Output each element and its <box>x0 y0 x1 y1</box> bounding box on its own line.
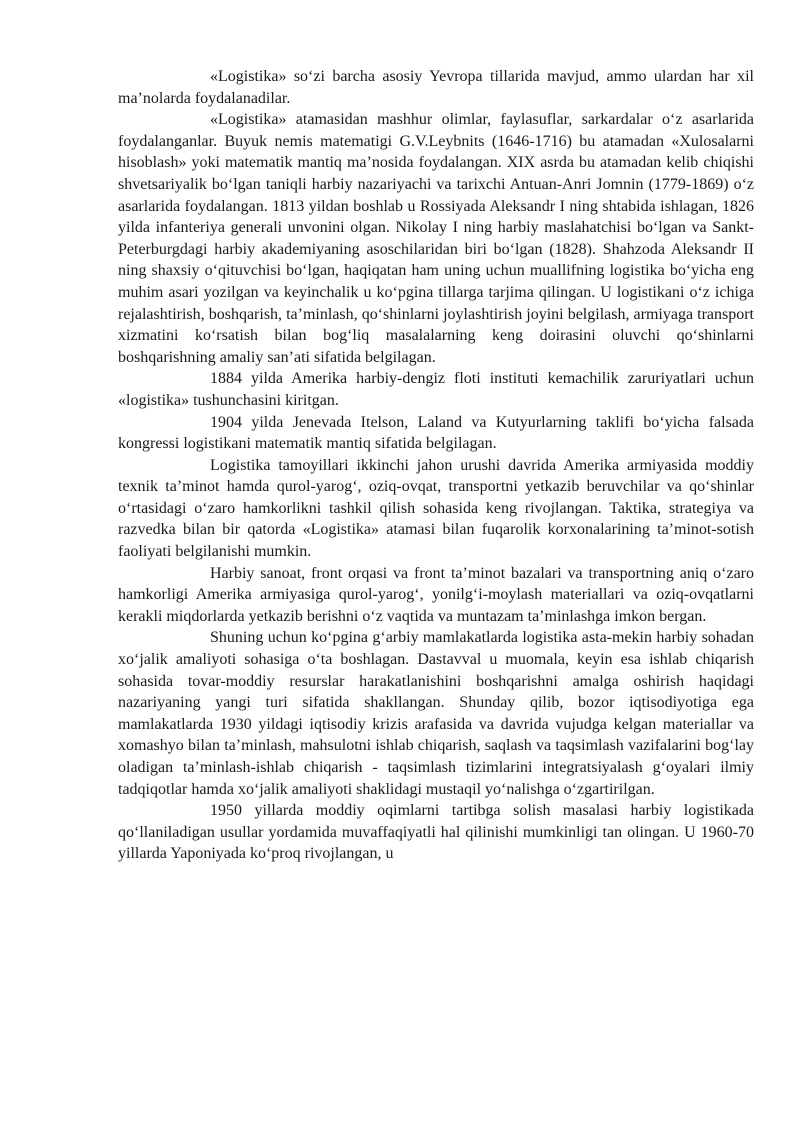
paragraph-1904: 1904 yilda Jenevada Itelson, Laland va Kutyurlarning taklifi bo‘yicha falsada kongressi logistikani matematik mantiq sifatida belgilagan. <box>118 413 754 453</box>
document-page <box>118 66 754 865</box>
paragraph-1950s: 1950 yillarda moddiy oqimlarni tartibga solish masalasi harbiy logistikada qo‘llaniladigan usullar yordamida muvaffaqiyatli hal qilinishi mumkinligi tan olingan. U 1960-70 yillarda Yaponiyada ko‘proq rivojlangan, u <box>118 802 754 863</box>
paragraph-ww2: Logistika tamoyillari ikkinchi jahon urushi davrida Amerika armiyasida moddiy texnik ta’minot hamda qurol-yarog‘, oziq-ovqat, transportni yetkazib beruvchilar va qo‘shinlar o‘rtasidagi o‘zaro hamkorlikni tashkil qilish sohasida keng rivojlangan. Taktika, strategiya va razvedka bilan bir qatorda «Logistika» atamasi bilan fuqarolik korxonalarining ta’minot-sotish faoliyati belgilanishi mumkin. <box>118 456 754 561</box>
paragraph-logistika-history: «Logistika» atamasidan mashhur olimlar, faylasuflar, sarkardalar o‘z asarlarida foydalanganlar. Buyuk nemis matematigi G.V.Leybnits (1646-1716) bu atamadan «Xulosalarni hisoblash» yoki matematik mantiq ma’nosida foydalangan. XIX asrda bu atamadan kelib chiqishi shvetsariyalik bo‘lgan taniqli harbiy nazariyachi va tarixchi Antuan-Anri Jomnin (1779-1869) o‘z asarlarida foydalangan. 1813 yildan boshlab u Rossiyada Aleksandr I ning shtabida ishlagan, 1826 yilda infanteriya generali unvonini olgan. Nikolay I ning harbiy maslahatchisi bo‘lgan va Sankt-Peterburgdagi harbiy akademiyaning asoschilaridan biri bo‘lgan (1828). Shahzoda Aleksandr II ning shaxsiy o‘qituvchisi bo‘lgan, haqiqatan ham uning uchun muallifning logistika bo‘yicha eng muhim asari yozilgan va keyinchalik u ko‘pgina tillarga tarjima qilingan. U logistikani o‘z ichiga rejalashtirish, boshqarish, ta’minlash, qo‘shinlarni joylashtirish joyini belgilash, armiyaga transport xizmatini ko‘rsatish bilan bog‘liq masalalarning keng doirasini oluvchi qo‘shinlarni boshqarishning amaliy san’ati sifatida belgilagan. <box>118 111 754 366</box>
paragraph-western-countries: Shuning uchun ko‘pgina g‘arbiy mamlakatlarda logistika asta-mekin harbiy sohadan xo‘jalik amaliyoti sohasiga o‘ta boshlagan. Dastavval u muomala, keyin esa ishlab chiqarish sohasida tovar-moddiy resurslar harakatlanishini boshqarishni amalga oshirish haqidagi nazariyaning yangi turi sifatida shakllangan. Shunday qilib, bozor iqtisodiyotiga ega mamlakatlarda 1930 yildagi iqtisodiy krizis arafasida va davrida vujudga kelgan materiallar va xomashyo bilan ta’minlash, mahsulotni ishlab chiqarish, saqlash va taqsimlash vazifalarini bog‘lay oladigan ta’minlash-ishlab chiqarish - taqsimlash tizimlarini integratsiyalash g‘oyalari ilmiy tadqiqotlar hamda xo‘jalik amaliyoti shaklidagi mustaqil yo‘nalishga o‘zgartirilgan. <box>118 629 754 798</box>
paragraph-military-industry: Harbiy sanoat, front orqasi va front ta’minot bazalari va transportning aniq o‘zaro hamkorligi Amerika armiyasiga qurol-yarog‘, yonilg‘i-moylash materiallari va oziq-ovqatlarni kerakli miqdorlarda yetkazib berishni o‘z vaqtida va muntazam ta’minlashga imkon bergan. <box>118 564 754 625</box>
paragraph-logistika-word: «Logistika» so‘zi barcha asosiy Yevropa tillarida mavjud, ammo ulardan har xil ma’nolarda foydalanadilar. <box>118 68 754 107</box>
paragraph-1884: 1884 yilda Amerika harbiy-dengiz floti instituti kemachilik zaruriyatlari uchun «logistika» tushunchasini kiritgan. <box>118 370 754 409</box>
